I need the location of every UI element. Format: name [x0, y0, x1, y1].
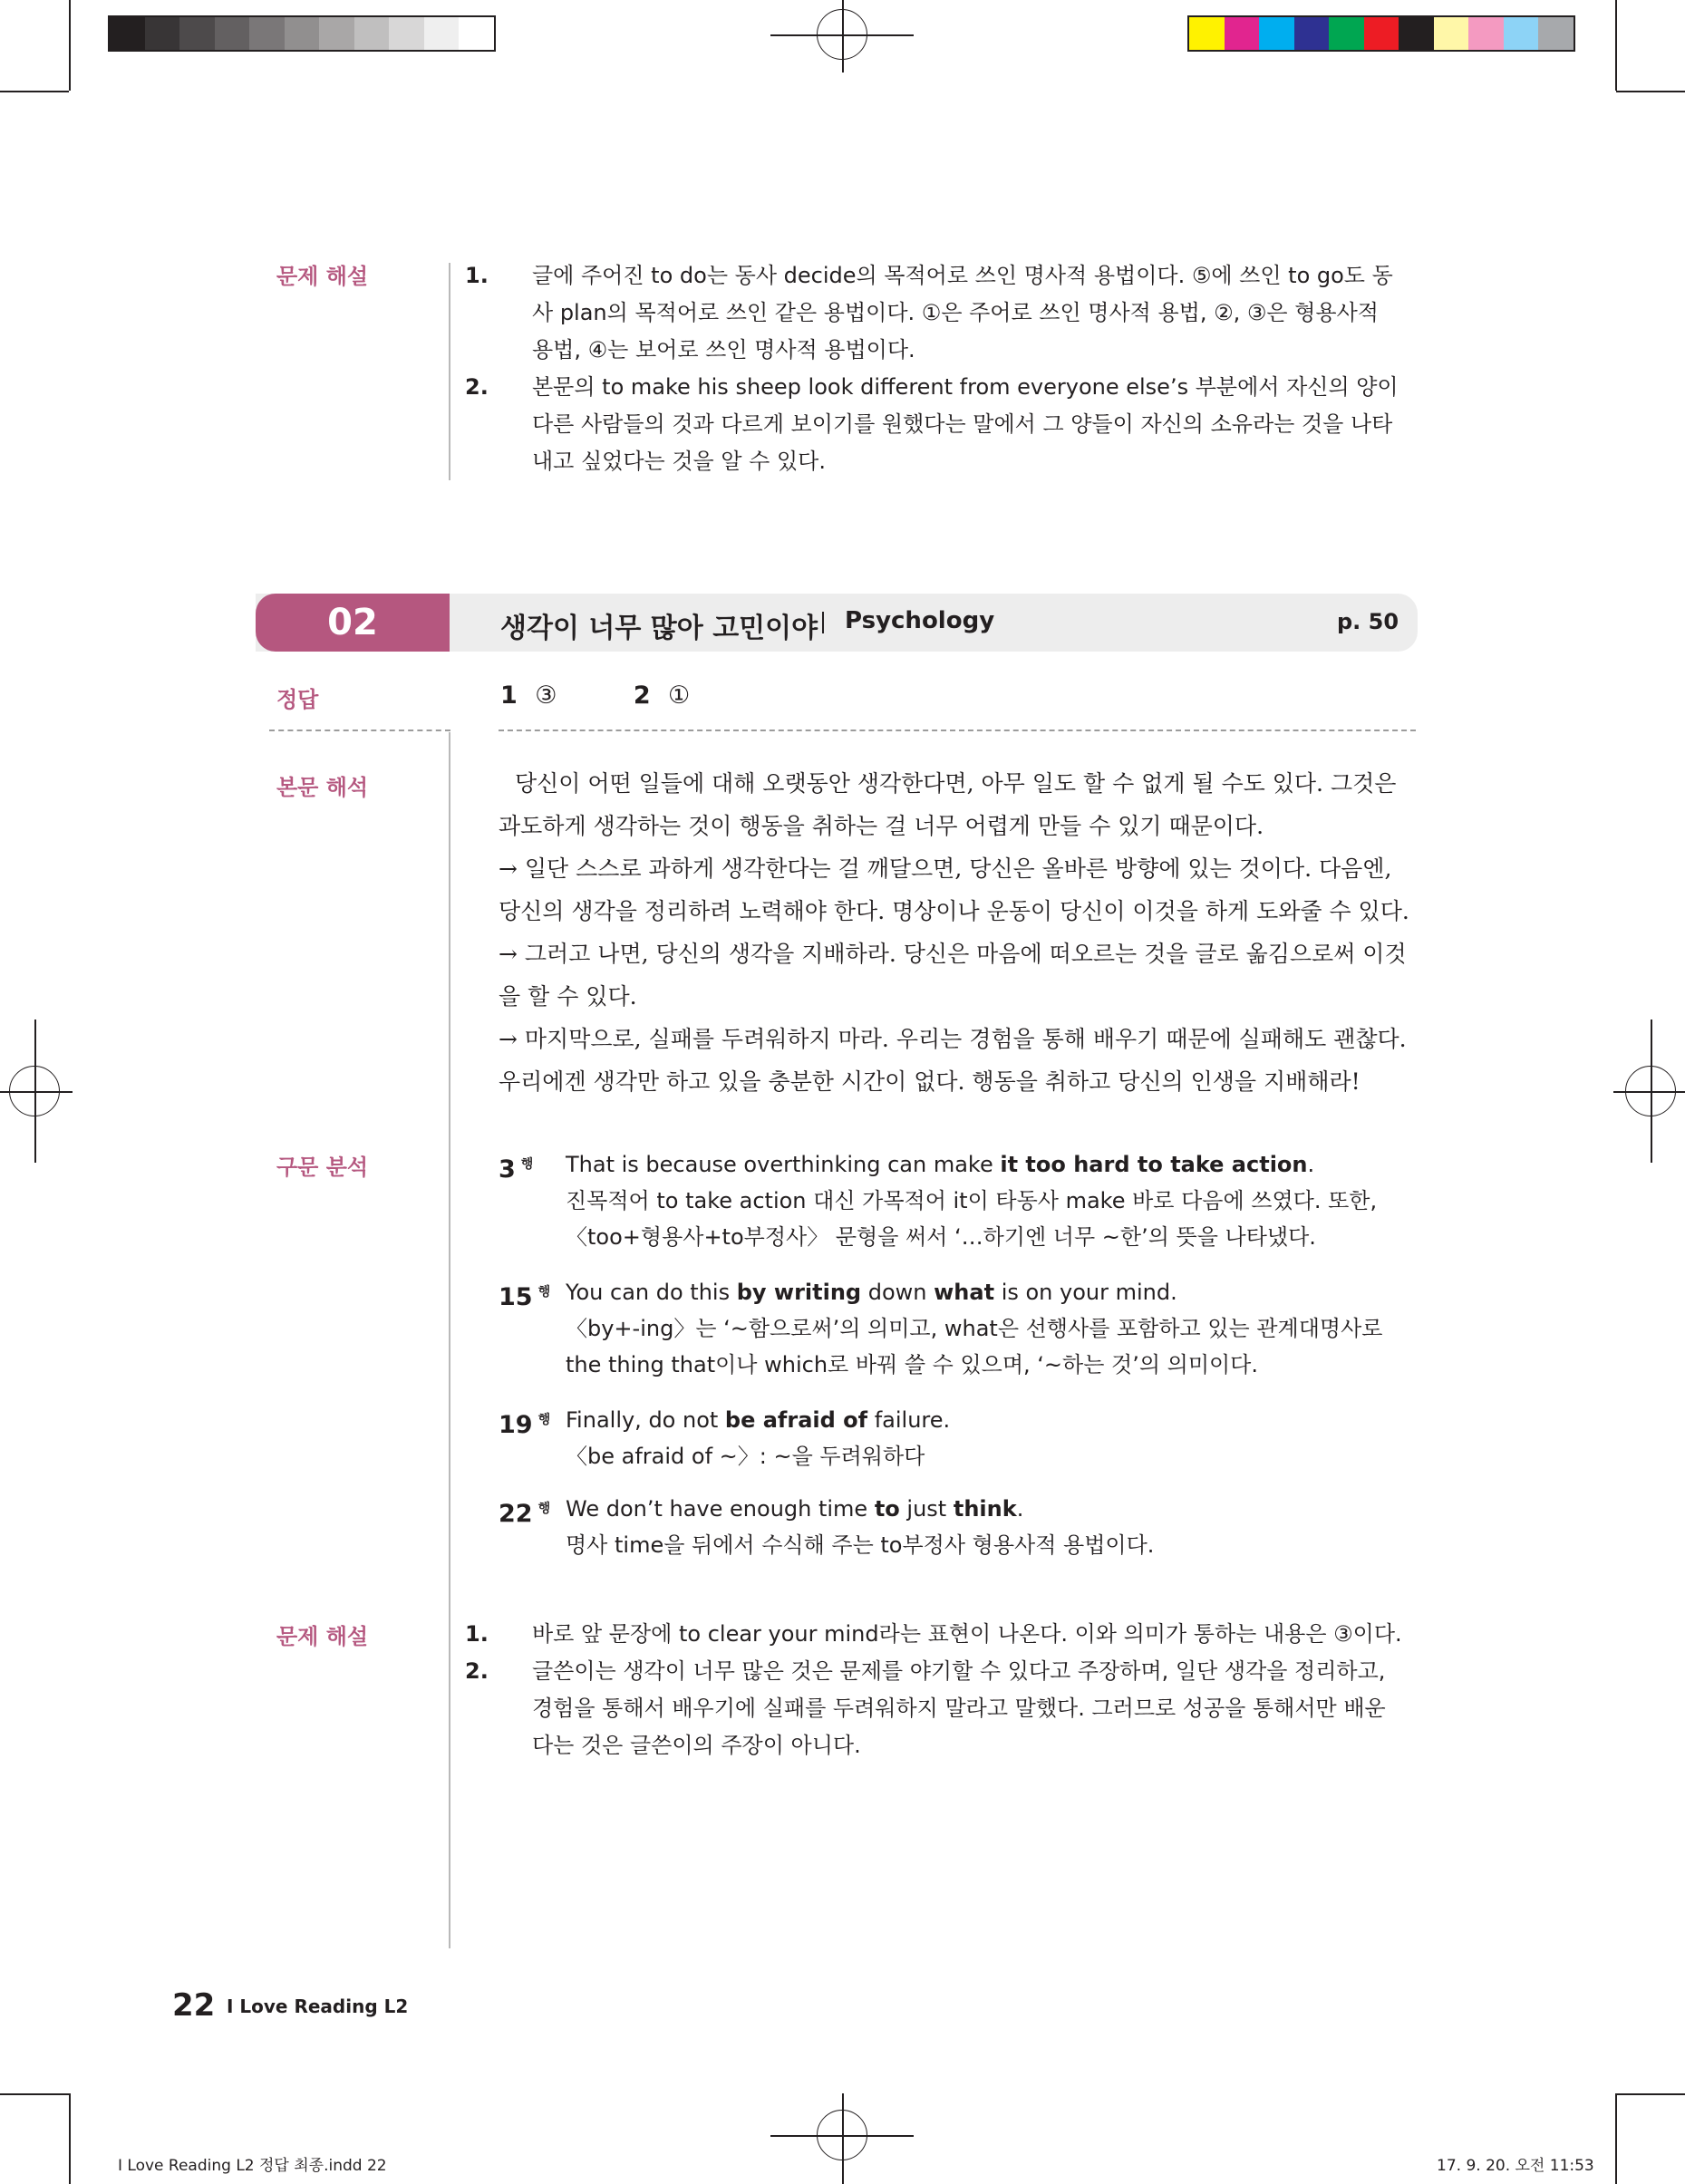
page-reference: p. 50: [1337, 609, 1399, 634]
problem-explanation-list: [465, 257, 1405, 480]
grammar-sentence: That is because overthinking can make it too hard to take action.: [566, 1152, 1315, 1177]
gray-swatch: [145, 17, 180, 50]
translation-text: [499, 762, 1409, 1103]
dashed-divider: [269, 730, 450, 731]
grammar-item: [499, 1146, 1405, 1255]
color-swatch: [1538, 17, 1574, 50]
gray-swatch: [389, 17, 424, 50]
page-number: 22: [172, 1987, 216, 2024]
unit-number-badge: 02: [256, 594, 450, 652]
line-number: 22 $^행$: [499, 1500, 551, 1528]
grammar-note: 〈be afraid of ~〉: ~을 두려워하다: [566, 1444, 925, 1469]
color-swatch: [1434, 17, 1469, 50]
color-swatch: [1468, 17, 1504, 50]
gray-swatch: [319, 17, 354, 50]
color-calibration-bar: [1187, 15, 1575, 52]
book-title: I Love Reading L2: [227, 1996, 409, 2017]
print-slug-timestamp: 17. 9. 20. 오전 11:53: [1437, 2157, 1594, 2175]
crop-mark: [0, 91, 69, 92]
answers-row: [500, 681, 690, 710]
translation-paragraph: → 일단 스스로 과하게 생각한다는 걸 깨달으면, 당신은 올바른 방향에 있는 것이다. 다음엔, 당신의 생각을 정리하려 노력해야 한다. 명상이나 운동이 당신이 이것을 하게 도와줄 수 있다.: [499, 855, 1409, 924]
print-slug-filename: I Love Reading L2 정답 최종.indd 22: [118, 2157, 387, 2175]
crop-mark: [1616, 91, 1685, 92]
grammar-item: [499, 1402, 1405, 1474]
section-label-grammar: 구문 분석: [276, 1155, 369, 1180]
list-item: [465, 1616, 1405, 1653]
item-text: 글쓴이는 생각이 너무 많은 것은 문제를 야기할 수 있다고 주장하며, 일단 생각을 정리하고, 경험을 통해서 배우기에 실패를 두려워하지 말라고 말했다. 그러므로 성공을 통해서만 배운다는 것은 글쓴이의 주장이 아니다.: [532, 1658, 1386, 1758]
section-divider: [449, 732, 450, 1948]
gray-swatch: [249, 17, 285, 50]
grammar-note: 〈by+-ing〉는 ‘~함으로써’의 의미고, what은 선행사를 포함하고 있는 관계대명사로 the thing that이나 which로 바꿔 쓸 수 있으며, ‘~하는 것’의 의미이다.: [566, 1316, 1383, 1377]
unit-title: 생각이 너무 많아 고민이야: [500, 613, 818, 644]
item-number: 1.: [465, 1621, 489, 1647]
color-swatch: [1329, 17, 1364, 50]
gray-swatch: [285, 17, 320, 50]
line-number: 15 $^행$: [499, 1283, 551, 1311]
grammar-sentence: Finally, do not be afraid of failure.: [566, 1407, 951, 1433]
color-swatch: [1504, 17, 1539, 50]
grammar-sentence: You can do this by writing down what is on your mind.: [566, 1280, 1177, 1305]
crop-mark: [1615, 0, 1617, 91]
crop-mark: [69, 0, 71, 91]
gray-swatch: [354, 17, 390, 50]
color-swatch: [1225, 17, 1260, 50]
item-number: 2.: [465, 374, 489, 400]
answer-2-value: ①: [668, 681, 691, 710]
color-swatch: [1399, 17, 1434, 50]
answer-2-number: 2: [633, 681, 651, 710]
gray-swatch: [179, 17, 215, 50]
grammar-sentence: We don’t have enough time to just think.: [566, 1496, 1024, 1522]
color-swatch: [1189, 17, 1225, 50]
item-number: 2.: [465, 1658, 489, 1684]
list-item: [465, 257, 1405, 369]
dashed-divider: [499, 730, 1416, 731]
answer-1-number: 1: [500, 681, 518, 710]
grammar-item: [499, 1274, 1405, 1383]
gray-swatch: [424, 17, 460, 50]
unit-subject: Psychology: [845, 607, 995, 634]
grammar-item: [499, 1491, 1405, 1563]
list-item: [465, 1653, 1405, 1764]
grayscale-calibration-bar: [108, 15, 496, 52]
item-text: 글에 주어진 to do는 동사 decide의 목적어로 쓰인 명사적 용법이다. ⑤에 쓰인 to go도 동사 plan의 목적어로 쓰인 같은 용법이다. ①은 주어로 쓰인 명사적 용법, ②, ③은 형용사적 용법, ④는 보어로 쓰인 명사적 용법이다.: [532, 263, 1393, 362]
problem-explanation-list: [465, 1616, 1405, 1764]
grammar-note: 진목적어 to take action 대신 가목적어 it이 타동사 make 바로 다음에 쓰였다. 또한, 〈too+형용사+to부정사〉 문형을 써서 ‘…하기엔 너무 ~한’의 뜻을 나타냈다.: [566, 1188, 1378, 1250]
gray-swatch: [215, 17, 250, 50]
gray-swatch: [459, 17, 494, 50]
color-swatch: [1364, 17, 1399, 50]
item-text: 바로 앞 문장에 to clear your mind라는 표현이 나온다. 이와 의미가 통하는 내용은 ③이다.: [532, 1621, 1402, 1647]
item-number: 1.: [465, 263, 489, 288]
title-separator: [822, 612, 824, 633]
line-number: 19 $^행$: [499, 1411, 551, 1439]
translation-paragraph: → 그러고 나면, 당신의 생각을 지배하라. 당신은 마음에 떠오르는 것을 글로 옮김으로써 이것을 할 수 있다.: [499, 941, 1407, 1010]
crop-mark: [0, 2093, 69, 2095]
item-text: 본문의 to make his sheep look different from everyone else’s 부분에서 자신의 양이 다른 사람들의 것과 다르게 보이기를 원했다는 말에서 그 양들이 자신의 소유라는 것을 나타내고 싶었다는 것을 알 수 있다.: [532, 374, 1399, 474]
section-label-problem-explanation: 문제 해설: [276, 264, 369, 289]
crop-mark: [69, 2093, 71, 2184]
answer-1-value: ③: [535, 681, 557, 710]
list-item: [465, 369, 1405, 480]
color-swatch: [1259, 17, 1294, 50]
section-label-problem-explanation: 문제 해설: [276, 1624, 369, 1649]
crop-mark: [1616, 2093, 1685, 2095]
line-number: 3 $^행$: [499, 1155, 534, 1184]
grammar-note: 명사 time을 뒤에서 수식해 주는 to부정사 형용사적 용법이다.: [566, 1532, 1155, 1558]
translation-paragraph: → 마지막으로, 실패를 두려워하지 마라. 우리는 경험을 통해 배우기 때문에 실패해도 괜찮다. 우리에겐 생각만 하고 있을 충분한 시간이 없다. 행동을 취하고 당신의 인생을 지배해라!: [499, 1026, 1407, 1095]
crop-mark: [1615, 2093, 1617, 2184]
color-swatch: [1294, 17, 1330, 50]
section-label-answer: 정답: [276, 687, 319, 712]
translation-paragraph: 당신이 어떤 일들에 대해 오랫동안 생각한다면, 아무 일도 할 수 없게 될 수도 있다. 그것은 과도하게 생각하는 것이 행동을 취하는 걸 너무 어렵게 만들 수 있기 때문이다.: [499, 770, 1397, 839]
section-label-translation: 본문 해석: [276, 775, 369, 800]
section-divider: [449, 263, 450, 480]
gray-swatch: [110, 17, 145, 50]
